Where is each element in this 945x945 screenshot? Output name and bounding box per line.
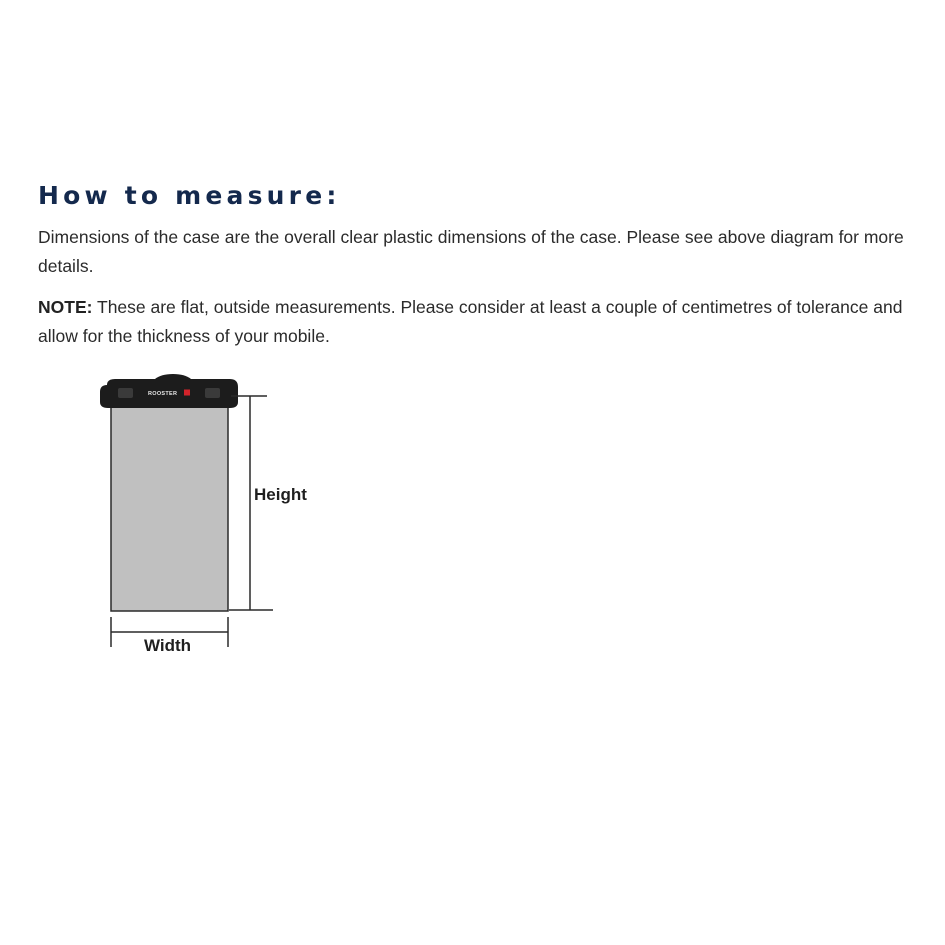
note-text: These are flat, outside measurements. Please consider at least a couple of centimetres of tolerance and allow for the thickness of your mobile. — [38, 297, 903, 346]
note-label: NOTE: — [38, 297, 93, 317]
height-label: Height — [254, 485, 307, 504]
measurement-diagram — [95, 370, 325, 660]
brand-logo-text: ROOSTER — [148, 391, 178, 397]
dimensions-description: Dimensions of the case are the overall clear plastic dimensions of the case. Please see above diagram for more details. — [38, 227, 904, 276]
page-title: How to measure: — [38, 181, 341, 210]
case-clip-right — [205, 388, 220, 398]
measurement-note — [38, 293, 908, 351]
case-clip-left — [118, 388, 133, 398]
case-body — [111, 404, 228, 611]
width-label: Width — [144, 636, 192, 655]
brand-logo-mark — [184, 390, 190, 396]
